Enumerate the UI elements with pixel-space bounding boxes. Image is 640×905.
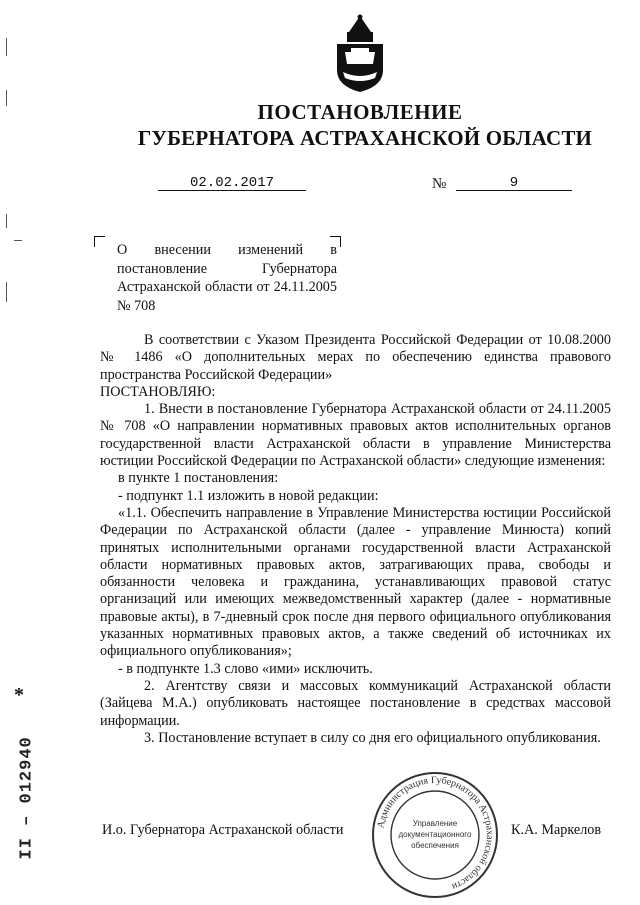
margin-asterisk-mark: *: [14, 684, 24, 706]
seal-center-line2: документационного: [398, 830, 472, 839]
scan-edge-mark: [6, 38, 7, 56]
body-paragraph: «1.1. Обеспечить направление в Управление Министерства юстиции Российской Федерации по Астраханской области (далее - управление Минюста) копий принятых исполнительными органами государственной власти Астраханской области нормативных правовых актов, затрагивающих права, свободы и обязанности человека и гражданина, устанавливающих правовой статус организаций или имеющих межведомственный характер (далее - нормативные правовые акты), в 7-дневный срок после дня первого официального опубликования указанных нормативных правовых актов, а также сведений об источниках их официального опубликования»;: [100, 504, 611, 660]
body-paragraph: 2. Агентству связи и массовых коммуникаций Астраханской области (Зайцева М.А.) опубликовать настоящее постановление в средствах массовой информации.: [100, 677, 611, 729]
body-paragraph: 3. Постановление вступает в силу со дня его официального опубликования.: [144, 729, 601, 746]
document-title: ПОСТАНОВЛЕНИЕ: [257, 100, 463, 124]
document-subject: О внесении изменений в постановление Губернатора Астраханской области от 24.11.2005 № 708: [117, 242, 337, 314]
body-paragraph: 1. Внести в постановление Губернатора Астраханской области от 24.11.2005 № 708 «О направлении нормативных правовых актов исполнительных органов государственной власти Астраханской области в управление Министерства юстиции Российской Федерации по Астраханской области» следующие изменения:: [100, 401, 611, 470]
signatory-title: И.о. Губернатора Астраханской области: [102, 822, 344, 838]
scan-edge-mark: [6, 214, 7, 228]
document-date: 02.02.2017: [158, 176, 306, 191]
seal-ring-text: Администрация Губернатора Астраханской области: [375, 774, 496, 892]
subject-corner-left: [94, 236, 105, 247]
document-body: [100, 332, 611, 747]
body-paragraph: ПОСТАНОВЛЯЮ:: [100, 383, 216, 400]
official-seal-stamp: [370, 770, 500, 900]
seal-center-line3: обеспечения: [411, 841, 459, 850]
margin-registration-code: II – 012940: [17, 736, 37, 860]
body-paragraph: - в подпункте 1.3 слово «ими» исключить.: [118, 660, 373, 677]
body-paragraph: в пункте 1 постановления:: [118, 470, 279, 487]
coat-of-arms-emblem: [327, 12, 393, 94]
scan-edge-mark: [14, 240, 22, 241]
document-number-label: №: [432, 176, 447, 192]
scan-edge-mark: [6, 90, 7, 106]
body-paragraph: - подпункт 1.1 изложить в новой редакции:: [118, 487, 379, 504]
body-paragraph: В соответствии с Указом Президента Российской Федерации от 10.08.2000 № 1486 «О дополнительных мерах по обеспечению единства правового пространства Российской Федерации»: [100, 332, 611, 383]
document-number: 9: [456, 176, 572, 191]
seal-center-line1: Управление: [412, 819, 458, 828]
scan-edge-mark: [6, 282, 7, 302]
document-subtitle: ГУБЕРНАТОРА АСТРАХАНСКОЙ ОБЛАСТИ: [137, 126, 593, 150]
signatory-name: К.А. Маркелов: [511, 822, 602, 838]
